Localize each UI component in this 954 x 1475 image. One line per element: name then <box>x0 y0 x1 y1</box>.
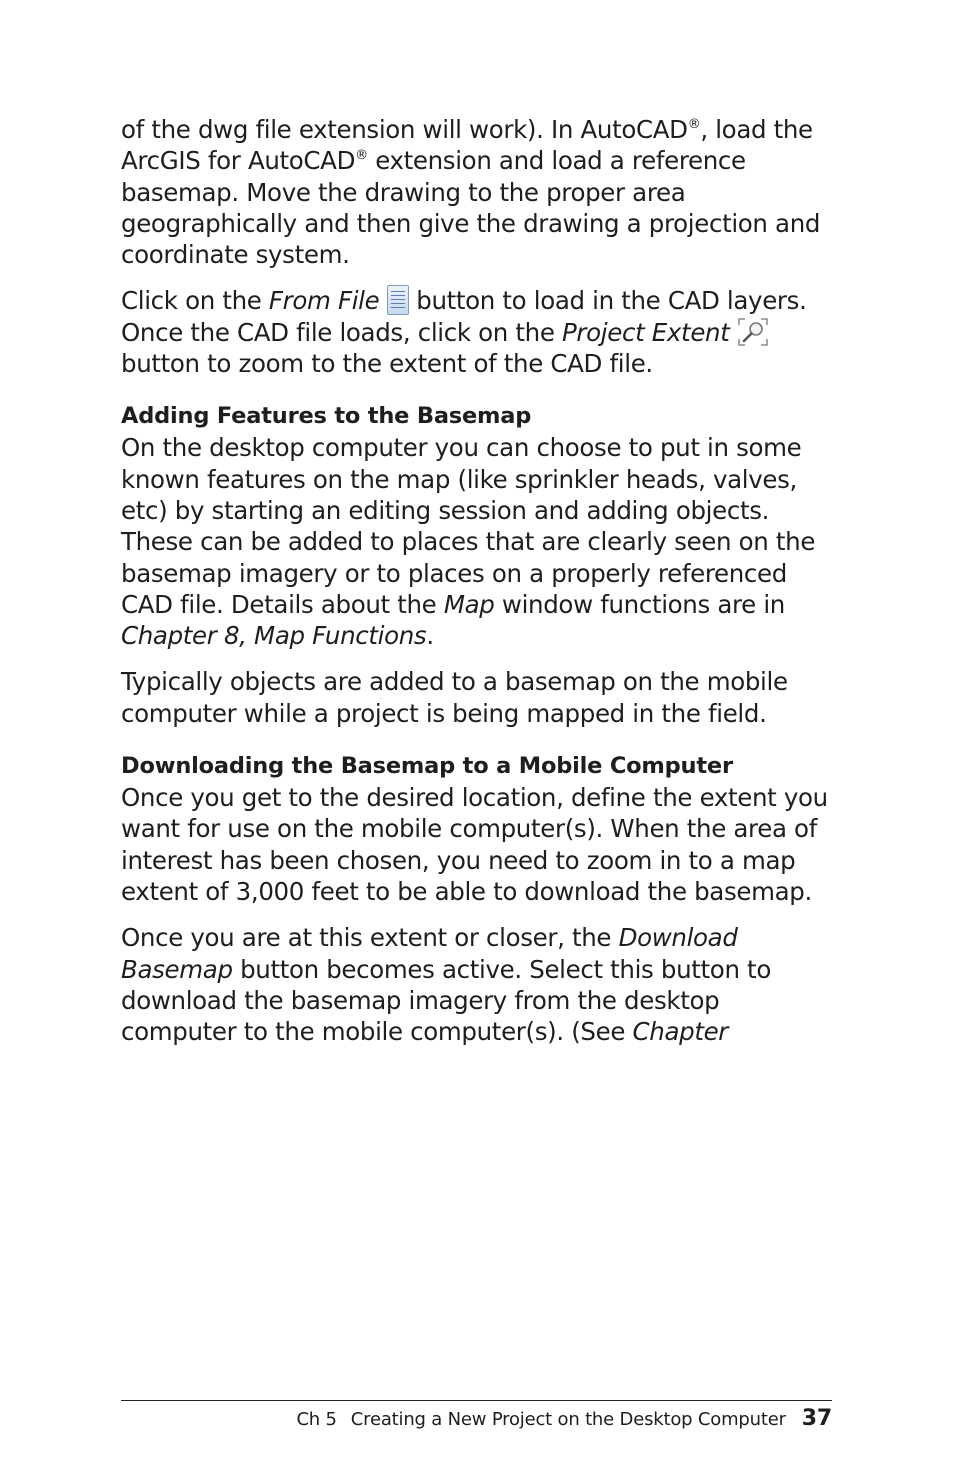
section-heading: Downloading the Basemap to a Mobile Computer <box>121 753 733 780</box>
section-downloading-basemap <box>121 751 837 1047</box>
text-run: extension and load a reference basemap. Move the drawing to the proper area geographically and then give the drawing a projection and coordinate system. <box>121 146 821 270</box>
text-run: button becomes active. Select this button to download the basemap imagery from the desktop computer to the mobile computer(s). (See <box>121 954 771 1047</box>
page-footer <box>296 1406 832 1433</box>
cad-load-paragraph <box>121 285 837 379</box>
section-paragraph: Once you get to the desired location, define the extent you want for use on the mobile computer(s). When the area of interest has been chosen, you need to zoom in to a map extent of 3,000 feet to be able to download the basemap. <box>121 783 828 906</box>
footer-divider <box>121 1400 832 1401</box>
chapter-reference: Chapter 8, Map Functions <box>121 621 427 651</box>
page-body <box>121 114 837 1062</box>
text-run: button to load in the CAD layers. Once the CAD file loads, click on the <box>121 286 807 347</box>
section-heading: Adding Features to the Basemap <box>121 403 532 430</box>
from-file-icon <box>387 285 409 315</box>
chapter-reference: Chapter <box>632 1017 729 1047</box>
section-paragraph: Typically objects are added to a basemap on the mobile computer while a project is being mapped in the field. <box>121 667 788 728</box>
project-extent-term: Project Extent <box>562 317 730 347</box>
map-term: Map <box>443 589 495 619</box>
text-run: window functions are in <box>494 589 785 619</box>
footer-chapter: Ch 5 <box>296 1409 337 1430</box>
intro-paragraph <box>121 114 837 270</box>
registered-mark: ® <box>687 117 701 132</box>
zoom-extent-icon <box>737 317 769 347</box>
download-basemap-term: Download Basemap <box>121 923 738 984</box>
text-run: . <box>426 621 434 651</box>
registered-mark: ® <box>355 148 368 164</box>
footer-title: Creating a New Project on the Desktop Computer <box>350 1409 786 1430</box>
section-adding-features <box>121 401 837 729</box>
text-run: Once you are at this extent or closer, the <box>121 923 619 953</box>
section-paragraph <box>121 432 837 651</box>
page-number: 37 <box>801 1406 832 1431</box>
text-run: button to zoom to the extent of the CAD file. <box>121 349 653 379</box>
text-run: of the dwg file extension will work). In AutoCAD <box>121 115 688 144</box>
text-run: Click on the <box>121 286 269 316</box>
text-run: On the desktop computer you can choose to put in some known features on the map (like sprinkler heads, valves, etc) by starting an editing session and adding objects. These can be added to places that are clearly seen on the basemap imagery or to places on a properly referenced CAD file. Details about the <box>121 433 816 619</box>
from-file-term: From File <box>268 286 380 316</box>
text-run: , load the ArcGIS for AutoCAD <box>121 115 813 176</box>
section-paragraph <box>121 922 837 1047</box>
